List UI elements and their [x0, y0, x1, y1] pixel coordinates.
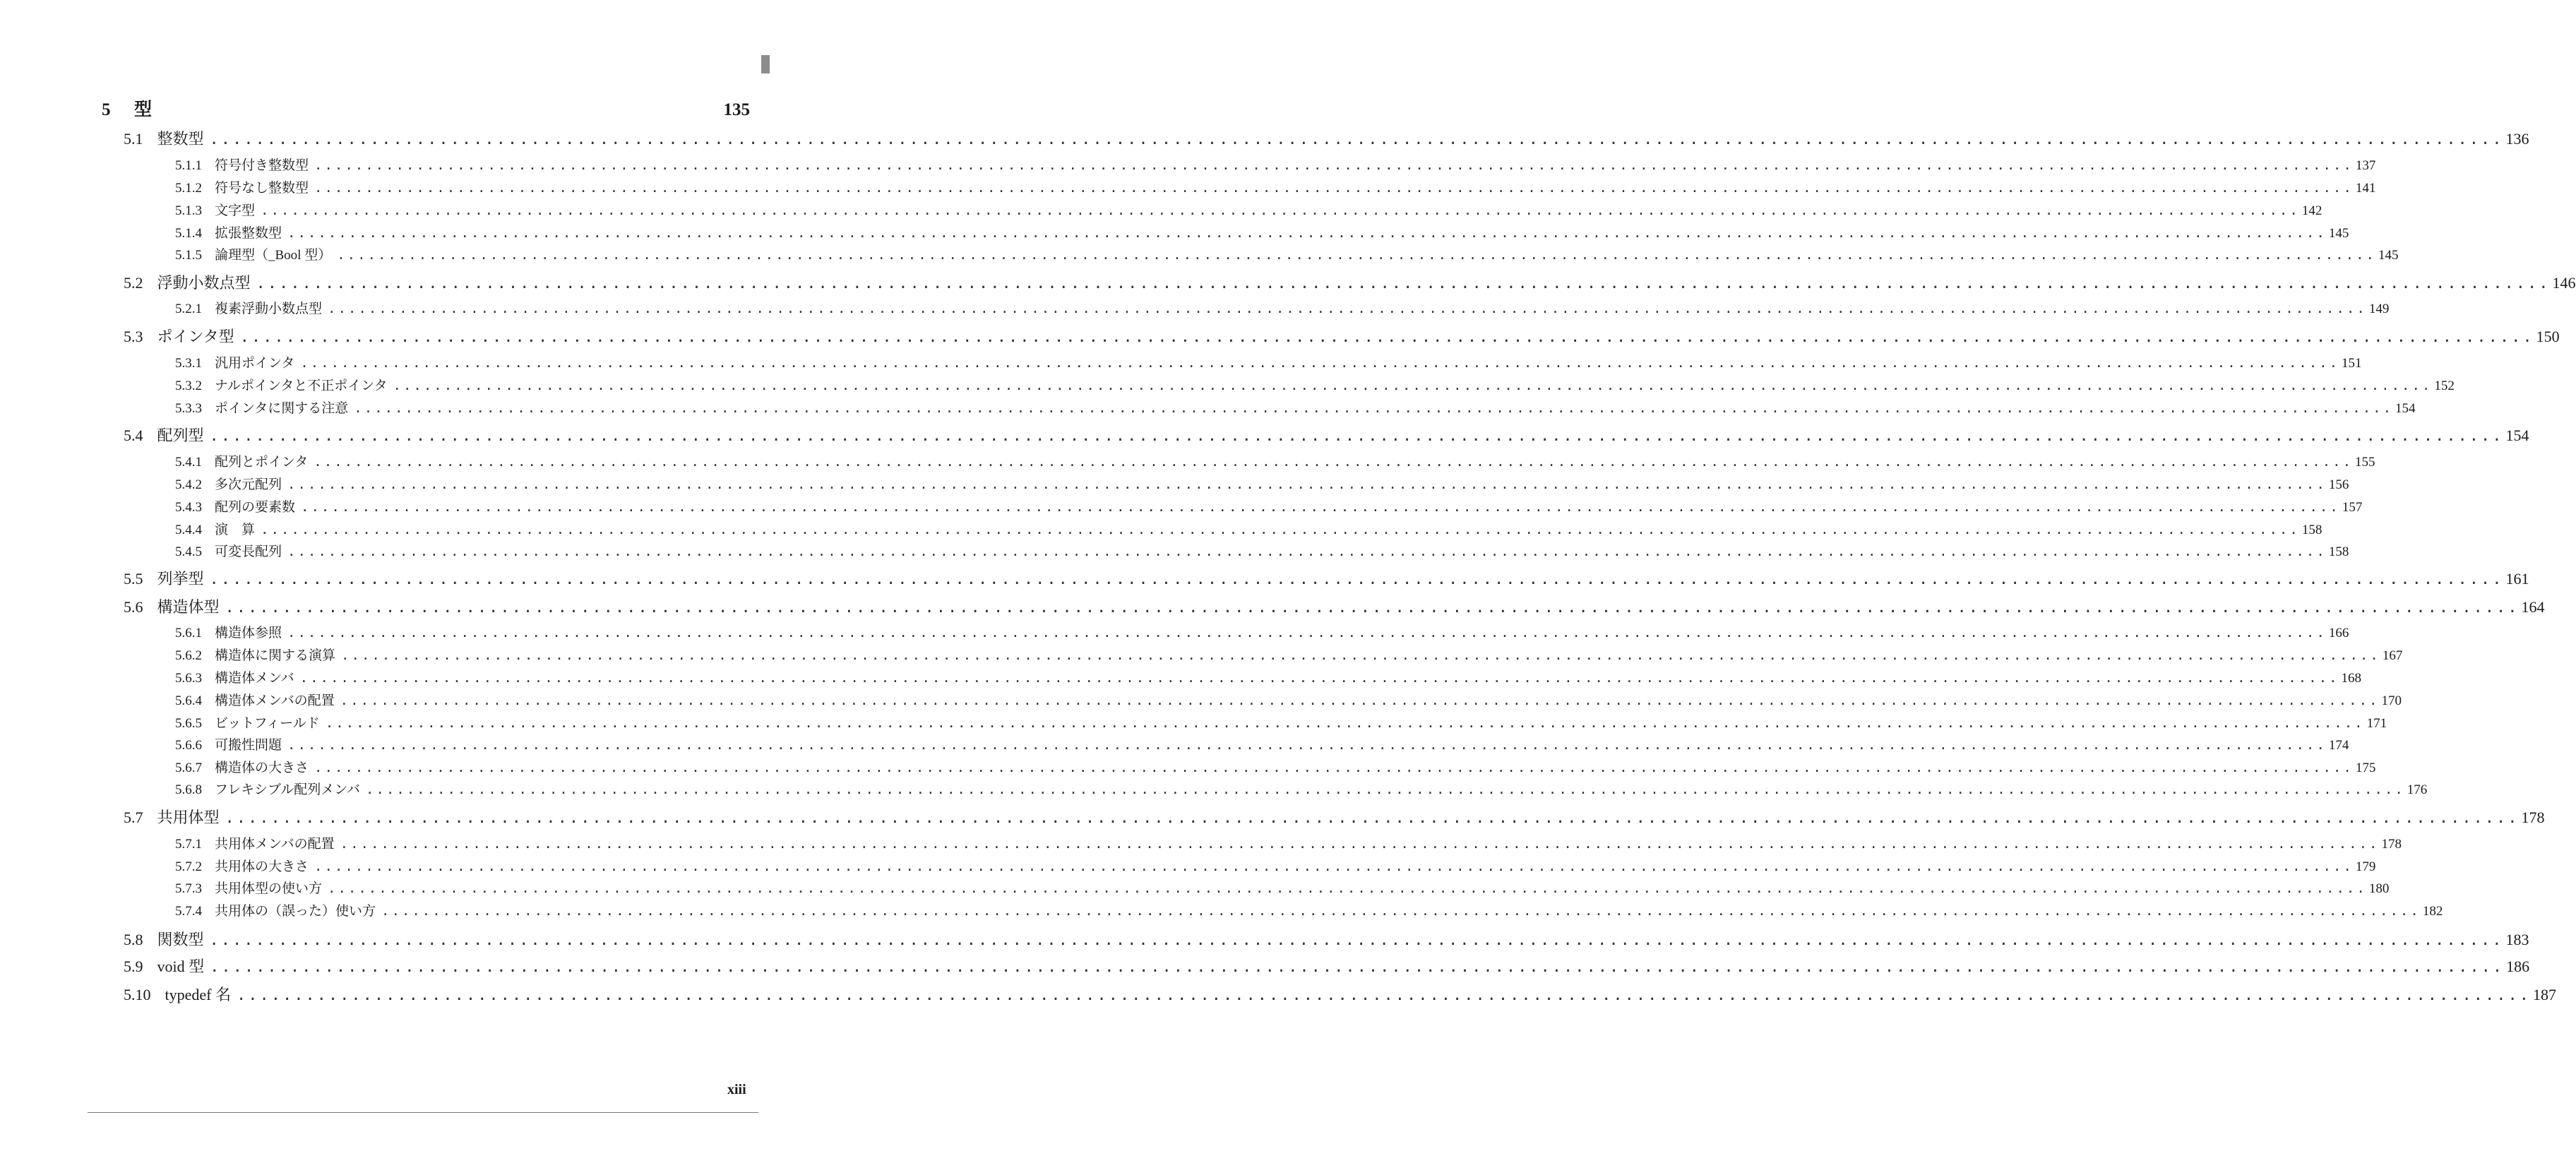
toc-entry-number: 5.2 — [124, 274, 143, 292]
dot-leader: ........................................................................................................................................................................................................ — [381, 903, 2421, 919]
toc-entry-page: 166 — [2328, 626, 2349, 640]
toc-entry-number: 5.1 — [124, 130, 143, 148]
toc-entry-number: 5.1.4 — [175, 226, 202, 241]
toc-entry-number: 5.4.2 — [175, 477, 202, 492]
toc-entry-title: 列挙型 — [157, 570, 204, 588]
toc-entry-title: 可変長配列 — [215, 544, 282, 559]
dot-leader: ........................................................................................................................................................................................................ — [314, 157, 2354, 173]
toc-entry-number: 5.6.3 — [175, 671, 202, 686]
toc-chapter-heading[interactable] — [102, 95, 750, 121]
toc-entry-page: 155 — [2355, 455, 2375, 470]
dot-leader: ........................................................................................................................................................................................................ — [261, 522, 2300, 537]
toc-entry-number: 5.6.1 — [175, 626, 202, 640]
dot-leader: ........................................................................................................................................................................................................ — [209, 931, 2504, 949]
toc-subsection-row[interactable] — [175, 298, 2390, 317]
toc-entry-number: 5.7 — [124, 809, 143, 826]
toc-entry-number: 5.3 — [124, 328, 143, 345]
toc-entry-number: 5.5 — [124, 570, 143, 588]
toc-entry-page: 182 — [2422, 904, 2443, 919]
dot-leader: ........................................................................................................................................................................................................ — [225, 599, 2520, 616]
toc-entry-page: 137 — [2355, 158, 2376, 173]
toc-entry-title: 符号なし整数型 — [215, 181, 309, 196]
toc-entry-title: 演 算 — [215, 523, 256, 537]
dot-leader: ........................................................................................................................................................................................................ — [301, 499, 2340, 515]
dot-leader: ........................................................................................................................................................................................................ — [365, 782, 2405, 797]
footer-rule — [88, 1112, 758, 1113]
toc-subsection-row[interactable] — [175, 398, 2416, 417]
toc-section-row[interactable] — [124, 424, 2529, 446]
dot-leader: ........................................................................................................................................................................................................ — [325, 715, 2365, 731]
toc-subsection-row[interactable] — [175, 690, 2402, 709]
dot-leader: ........................................................................................................................................................................................................ — [328, 301, 2367, 316]
toc-entry-title: 構造体参照 — [215, 626, 282, 640]
toc-entry-number: 5.8 — [124, 931, 143, 948]
toc-section-row[interactable] — [124, 955, 2530, 977]
page-number: xiii — [727, 1082, 746, 1097]
toc-entry-title: 構造体型 — [157, 598, 220, 616]
toc-subsection-row[interactable] — [175, 645, 2403, 664]
toc-subsection-row[interactable] — [175, 878, 2390, 897]
toc-entry-page: 167 — [2382, 648, 2403, 663]
dot-leader: ........................................................................................................................................................................................................ — [209, 131, 2504, 148]
toc-entry-page: 157 — [2342, 500, 2363, 515]
toc-entry-title: 共用体型の使い方 — [215, 881, 323, 896]
toc-subsection-row[interactable] — [175, 155, 2376, 174]
dot-leader: ........................................................................................................................................................................................................ — [328, 881, 2367, 896]
toc-entry-page: 158 — [2301, 523, 2322, 537]
dot-leader: ........................................................................................................................................................................................................ — [340, 836, 2380, 852]
toc-entry-number: 5.3.3 — [175, 401, 202, 416]
toc-entry-number: 5.4.1 — [175, 455, 202, 470]
dot-leader: ........................................................................................................................................................................................................ — [287, 225, 2327, 241]
toc-entry-title: 構造体メンバの配置 — [215, 693, 335, 708]
toc-entry-page: 174 — [2328, 738, 2349, 753]
toc-entry-page: 176 — [2407, 782, 2428, 797]
toc-entry-number: 5.6.8 — [175, 782, 202, 797]
toc-entry-title: 論理型（_Bool 型） — [215, 248, 332, 263]
toc-entry-page: 168 — [2341, 671, 2361, 686]
chapter-page: 135 — [723, 100, 750, 119]
toc-entry-number: 5.7.2 — [175, 859, 202, 874]
toc-subsection-row[interactable] — [175, 200, 2322, 219]
dot-leader: ........................................................................................................................................................................................................ — [210, 958, 2505, 976]
toc-entry-page: 171 — [2366, 716, 2387, 731]
toc-subsection-row[interactable] — [175, 833, 2402, 852]
toc-entry-number: 5.6.5 — [175, 716, 202, 731]
toc-entry-title: ナルポインタと不正ポインタ — [215, 379, 388, 393]
toc-subsection-row[interactable] — [175, 352, 2362, 371]
toc-entry-title: 共用体メンバの配置 — [215, 837, 335, 852]
toc-entry-title: 浮動小数点型 — [157, 274, 251, 292]
dot-leader: ........................................................................................................................................................................................................ — [225, 809, 2520, 827]
toc-entry-number: 5.6 — [124, 598, 143, 616]
dot-leader: ........................................................................................................................................................................................................ — [287, 477, 2327, 492]
toc-entry-number: 5.4.4 — [175, 523, 202, 537]
chapter-title: 型 — [134, 100, 153, 119]
dot-leader: ........................................................................................................................................................................................................ — [337, 247, 2376, 263]
toc-entry-title: 共用体型 — [157, 809, 220, 826]
toc-entry-page: 187 — [2533, 986, 2556, 1003]
toc-section-row[interactable] — [124, 928, 2529, 950]
toc-entry-title: ポインタに関する注意 — [215, 401, 349, 416]
toc-subsection-row[interactable] — [175, 375, 2455, 394]
toc-entry-number: 5.4.3 — [175, 500, 202, 515]
toc-entry-title: 構造体メンバ — [215, 671, 294, 686]
toc-entry-title: 配列型 — [157, 427, 204, 444]
toc-section-row[interactable] — [124, 806, 2545, 828]
toc-entry-page: 156 — [2328, 477, 2349, 492]
toc-subsection-row[interactable] — [175, 734, 2349, 753]
toc-section-row[interactable] — [124, 595, 2545, 617]
dot-leader: ........................................................................................................................................................................................................ — [287, 544, 2327, 559]
toc-entry-page: 186 — [2506, 958, 2530, 975]
toc-entry-number: 5.7.4 — [175, 904, 202, 919]
toc-subsection-row[interactable] — [175, 667, 2361, 686]
toc-subsection-row[interactable] — [175, 451, 2375, 470]
toc-entry-title: 複素浮動小数点型 — [215, 302, 323, 316]
toc-entry-title: void 型 — [157, 958, 205, 975]
toc-entry-title: 拡張整数型 — [215, 226, 282, 241]
toc-subsection-row[interactable] — [175, 496, 2363, 516]
dot-leader: ........................................................................................................................................................................................................ — [314, 760, 2354, 775]
toc-entry-page: 170 — [2381, 693, 2402, 708]
toc-entry-number: 5.3.2 — [175, 379, 202, 393]
toc-entry-title: 配列とポインタ — [215, 455, 309, 470]
toc-entry-page: 145 — [2378, 248, 2399, 263]
toc-entry-page: 154 — [2395, 401, 2416, 416]
toc-subsection-row[interactable] — [175, 622, 2349, 641]
dot-leader: ........................................................................................................................................................................................................ — [340, 693, 2380, 708]
toc-entry-title: 構造体の大きさ — [215, 761, 309, 775]
toc-entry-page: 152 — [2434, 379, 2455, 393]
toc-entry-page: 164 — [2521, 598, 2545, 616]
toc-entry-page: 136 — [2505, 130, 2529, 148]
toc-entry-number: 5.3.1 — [175, 356, 202, 371]
toc-subsection-row[interactable] — [175, 541, 2349, 560]
toc-entry-title: 共用体の（誤った）使い方 — [215, 904, 376, 919]
toc-entry-title: 配列の要素数 — [215, 500, 296, 515]
toc-entry-page: 183 — [2505, 931, 2529, 948]
toc-entry-number: 5.6.6 — [175, 738, 202, 753]
toc-entry-page: 154 — [2505, 427, 2529, 444]
dot-leader: ........................................................................................................................................................................................................ — [287, 737, 2327, 753]
toc-section-row[interactable] — [124, 271, 2576, 293]
toc-entry-page: 146 — [2552, 274, 2576, 292]
toc-subsection-row[interactable] — [175, 856, 2376, 875]
dot-leader: ........................................................................................................................................................................................................ — [300, 355, 2340, 371]
toc-entry-page: 150 — [2536, 328, 2560, 345]
toc-entry-number: 5.9 — [124, 958, 143, 975]
toc-entry-page: 175 — [2355, 761, 2376, 775]
dot-leader: ........................................................................................................................................................................................................ — [354, 400, 2394, 416]
toc-entry-title: 構造体に関する演算 — [215, 648, 336, 663]
toc-entry-number: 5.1.1 — [175, 158, 202, 173]
dot-leader: ........................................................................................................................................................................................................ — [209, 571, 2504, 588]
dot-leader: ........................................................................................................................................................................................................ — [256, 275, 2551, 292]
dot-leader: ........................................................................................................................................................................................................ — [236, 987, 2531, 1004]
toc-entry-number: 5.6.4 — [175, 693, 202, 708]
toc-subsection-row[interactable] — [175, 474, 2349, 493]
toc-entry-page: 141 — [2355, 181, 2376, 196]
toc-entry-page: 161 — [2505, 570, 2529, 588]
toc-entry-page: 145 — [2328, 226, 2349, 241]
toc-subsection-row[interactable] — [175, 900, 2443, 919]
dot-leader: ........................................................................................................................................................................................................ — [393, 378, 2433, 393]
toc-entry-title: ビットフィールド — [215, 716, 320, 731]
toc-entry-number: 5.6.2 — [175, 648, 202, 663]
toc-section-row[interactable] — [124, 983, 2556, 1005]
toc-entry-title: ポインタ型 — [157, 328, 234, 345]
toc-entry-page: 178 — [2521, 809, 2545, 826]
toc-entry-number: 5.1.3 — [175, 203, 202, 218]
toc-entry-title: フレキシブル配列メンバ — [215, 782, 360, 797]
dot-leader: ........................................................................................................................................................................................................ — [314, 454, 2354, 470]
dot-leader: ........................................................................................................................................................................................................ — [314, 180, 2354, 196]
dot-leader: ........................................................................................................................................................................................................ — [287, 625, 2327, 640]
toc-entry-number: 5.6.7 — [175, 761, 202, 775]
dot-leader: ........................................................................................................................................................................................................ — [239, 328, 2534, 346]
toc-subsection-row[interactable] — [175, 519, 2322, 538]
toc-entry-page: 149 — [2368, 302, 2390, 316]
toc-subsection-row[interactable] — [175, 757, 2376, 776]
toc-entry-page: 179 — [2355, 859, 2376, 874]
toc-entry-number: 5.1.5 — [175, 248, 202, 263]
toc-entry-number: 5.1.2 — [175, 181, 202, 196]
toc-entry-page: 151 — [2342, 356, 2362, 371]
toc-entry-page: 178 — [2381, 837, 2402, 852]
dot-leader: ........................................................................................................................................................................................................ — [299, 670, 2339, 686]
toc-entry-title: 可搬性問題 — [215, 738, 282, 753]
toc-subsection-row[interactable] — [175, 713, 2387, 732]
toc-entry-title: 整数型 — [157, 130, 204, 148]
dot-leader: ........................................................................................................................................................................................................ — [341, 648, 2380, 663]
toc-entry-title: typedef 名 — [165, 986, 231, 1003]
toc-entry-number: 5.10 — [124, 986, 151, 1003]
toc-subsection-row[interactable] — [175, 779, 2428, 798]
toc-entry-title: 文字型 — [215, 203, 256, 218]
toc-entry-title: 多次元配列 — [215, 477, 282, 492]
dot-leader: ........................................................................................................................................................................................................ — [209, 427, 2504, 445]
toc-entry-number: 5.7.1 — [175, 837, 202, 852]
toc-entry-page: 142 — [2301, 203, 2322, 218]
toc-subsection-row[interactable] — [175, 244, 2399, 263]
toc-entry-number: 5.7.3 — [175, 881, 202, 896]
toc-entry-title: 符号付き整数型 — [215, 158, 309, 173]
toc-section-row[interactable] — [124, 567, 2529, 589]
toc-subsection-row[interactable] — [175, 222, 2349, 242]
toc-entry-page: 158 — [2328, 544, 2349, 559]
toc-entry-number: 5.2.1 — [175, 302, 202, 316]
toc-entry-title: 汎用ポインタ — [215, 356, 295, 371]
toc-subsection-row[interactable] — [175, 177, 2376, 196]
chapter-number: 5 — [102, 100, 111, 119]
toc-entry-title: 共用体の大きさ — [215, 859, 309, 874]
toc-entry-number: 5.4 — [124, 427, 143, 444]
toc-entry-page: 180 — [2368, 881, 2390, 896]
page-edge-marker — [761, 55, 770, 73]
toc-entry-number: 5.4.5 — [175, 544, 202, 559]
dot-leader: ........................................................................................................................................................................................................ — [261, 203, 2300, 218]
toc-section-row[interactable] — [124, 325, 2560, 347]
dot-leader: ........................................................................................................................................................................................................ — [314, 859, 2354, 874]
toc-section-row[interactable] — [124, 127, 2529, 149]
toc-entry-title: 関数型 — [157, 931, 204, 948]
